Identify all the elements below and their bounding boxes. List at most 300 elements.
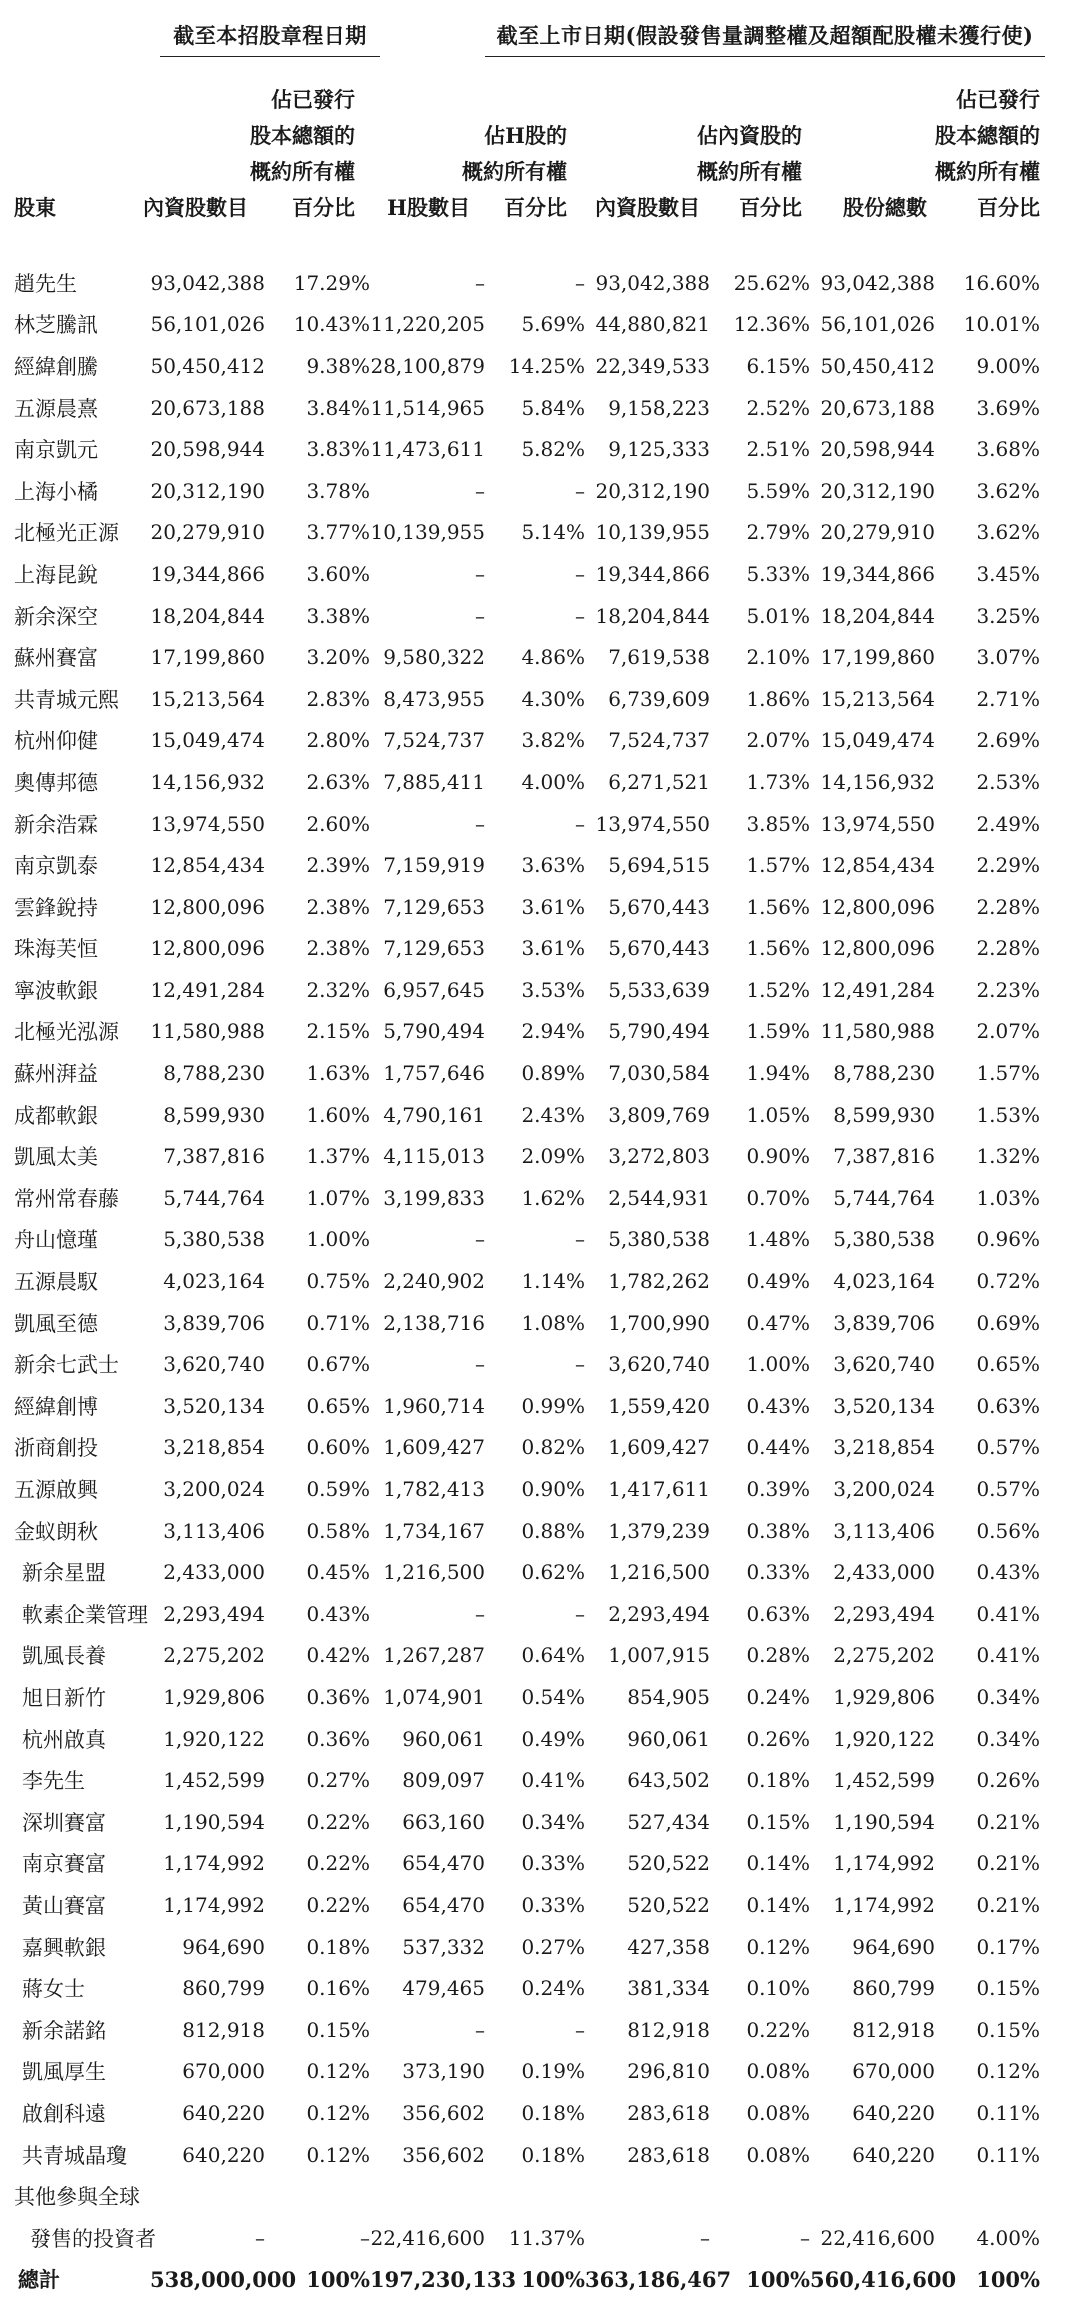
table-cell: 1.56% bbox=[746, 936, 810, 961]
table-cell: 11,220,205 bbox=[370, 312, 485, 337]
table-cell: 93,042,388 bbox=[150, 270, 265, 295]
table-row bbox=[0, 1011, 1080, 1053]
table-row bbox=[0, 1510, 1080, 1552]
table-cell: 0.99% bbox=[521, 1393, 585, 1418]
table-cell: 2.94% bbox=[521, 1019, 585, 1044]
row-padding bbox=[1040, 262, 1080, 304]
table-cell: 520,522 bbox=[627, 1851, 710, 1876]
table-cell: 18,204,844 bbox=[820, 603, 935, 628]
table-cell: 14,156,932 bbox=[150, 769, 265, 794]
table-cell: 0.24% bbox=[521, 1976, 585, 2001]
table-cell: 0.33% bbox=[746, 1560, 810, 1585]
table-cell: 3,199,833 bbox=[383, 1185, 485, 1210]
table-cell: 0.88% bbox=[521, 1518, 585, 1543]
table-cell: 5,380,538 bbox=[833, 1227, 935, 1252]
table-cell: 1.57% bbox=[746, 853, 810, 878]
shareholder-name: 趙先生 bbox=[14, 271, 77, 296]
table-cell: 1,174,992 bbox=[163, 1892, 265, 1917]
table-row bbox=[0, 2092, 1080, 2134]
shareholder-name: 北極光正源 bbox=[14, 521, 119, 546]
table-cell: 363,186,467 bbox=[585, 2266, 732, 2292]
shareholder-name: 金蚁朗秋 bbox=[14, 1519, 98, 1544]
table-cell: 1,609,427 bbox=[608, 1435, 710, 1460]
table-cell: 9.00% bbox=[976, 353, 1040, 378]
table-row bbox=[0, 304, 1080, 346]
table-cell: 0.34% bbox=[976, 1684, 1040, 1709]
table-cell: 0.70% bbox=[746, 1185, 810, 1210]
table-cell: 643,502 bbox=[627, 1768, 710, 1793]
table-cell: 0.33% bbox=[521, 1851, 585, 1876]
table-row bbox=[0, 387, 1080, 429]
row-padding bbox=[1040, 1011, 1080, 1053]
table-cell: 654,470 bbox=[402, 1851, 485, 1876]
table-cell: 640,220 bbox=[852, 2142, 935, 2167]
table-cell: 3,113,406 bbox=[833, 1518, 935, 1543]
table-cell: 5,380,538 bbox=[163, 1227, 265, 1252]
table-row bbox=[0, 720, 1080, 762]
table-cell: 7,524,737 bbox=[608, 728, 710, 753]
shareholder-name: 新余深空 bbox=[14, 604, 98, 629]
table-cell: 25.62% bbox=[733, 270, 810, 295]
shareholder-name: 蘇州賽富 bbox=[14, 646, 98, 671]
table-cell: 5.59% bbox=[746, 478, 810, 503]
table-cell: 0.39% bbox=[746, 1477, 810, 1502]
table-row bbox=[0, 2009, 1080, 2051]
table-cell: 12,800,096 bbox=[150, 936, 265, 961]
table-cell: 4,023,164 bbox=[833, 1269, 935, 1294]
table-cell: 1.14% bbox=[521, 1269, 585, 1294]
shareholder-name: 蘇州湃益 bbox=[14, 1062, 98, 1087]
column-header-line: 內資股數目 bbox=[143, 195, 248, 220]
table-cell: 0.49% bbox=[521, 1726, 585, 1751]
table-cell: 2.07% bbox=[976, 1019, 1040, 1044]
table-cell: 7,030,584 bbox=[608, 1061, 710, 1086]
table-cell: 0.43% bbox=[746, 1393, 810, 1418]
table-cell: 5,744,764 bbox=[163, 1185, 265, 1210]
row-padding bbox=[1040, 512, 1080, 554]
table-cell: – bbox=[475, 270, 485, 295]
column-header-line: 概約所有權 bbox=[462, 159, 567, 184]
table-cell: 4.86% bbox=[521, 645, 585, 670]
row-padding bbox=[1040, 844, 1080, 886]
shareholder-name: 上海昆銳 bbox=[14, 562, 98, 587]
table-cell: 7,885,411 bbox=[383, 769, 485, 794]
table-row bbox=[0, 1219, 1080, 1261]
table-cell: 2.79% bbox=[746, 520, 810, 545]
table-row bbox=[0, 1302, 1080, 1344]
table-cell: 0.08% bbox=[746, 2100, 810, 2125]
shareholder-name: 蔣女士 bbox=[22, 1977, 85, 2002]
table-cell: 0.15% bbox=[976, 1976, 1040, 2001]
table-cell: 640,220 bbox=[852, 2100, 935, 2125]
table-row bbox=[0, 1094, 1080, 1136]
table-cell: 4,790,161 bbox=[383, 1102, 485, 1127]
table-cell: 670,000 bbox=[852, 2059, 935, 2084]
table-cell: 0.11% bbox=[976, 2100, 1040, 2125]
table-cell: 2,275,202 bbox=[163, 1643, 265, 1668]
table-cell: 12.36% bbox=[733, 312, 810, 337]
table-cell: – bbox=[475, 811, 485, 836]
table-cell: 2.10% bbox=[746, 645, 810, 670]
table-cell: 19,344,866 bbox=[595, 561, 710, 586]
table-cell: 10.01% bbox=[963, 312, 1040, 337]
row-padding bbox=[1040, 2092, 1080, 2134]
table-cell: – bbox=[800, 2225, 810, 2250]
table-cell: 5,670,443 bbox=[608, 894, 710, 919]
table-cell: 1,174,992 bbox=[163, 1851, 265, 1876]
table-cell: 50,450,412 bbox=[150, 353, 265, 378]
row-padding bbox=[1040, 636, 1080, 678]
table-cell: – bbox=[575, 1352, 585, 1377]
shareholder-name: 奧傳邦德 bbox=[14, 770, 98, 795]
shareholder-name: 浙商創投 bbox=[14, 1436, 98, 1461]
row-padding bbox=[1040, 1801, 1080, 1843]
column-header-line: 百分比 bbox=[977, 195, 1040, 220]
table-row bbox=[0, 2175, 1080, 2217]
table-cell: 10.43% bbox=[293, 312, 370, 337]
column-header-line: 內資股數目 bbox=[595, 195, 700, 220]
shareholder-name: 凱風長養 bbox=[22, 1644, 106, 1669]
column-header-line: 百分比 bbox=[504, 195, 567, 220]
table-cell: 3.68% bbox=[976, 437, 1040, 462]
table-cell: 11,514,965 bbox=[370, 395, 485, 420]
shareholder-name: 南京凱泰 bbox=[14, 854, 98, 879]
group-header-underline bbox=[160, 56, 380, 57]
row-padding bbox=[1040, 428, 1080, 470]
shareholder-name: 凱風厚生 bbox=[22, 2060, 106, 2085]
table-cell: 0.21% bbox=[976, 1851, 1040, 1876]
table-cell: 19,344,866 bbox=[150, 561, 265, 586]
table-cell: – bbox=[575, 561, 585, 586]
table-cell: 373,190 bbox=[402, 2059, 485, 2084]
row-padding bbox=[1040, 1135, 1080, 1177]
table-row bbox=[0, 1926, 1080, 1968]
table-cell: 56,101,026 bbox=[820, 312, 935, 337]
table-row bbox=[0, 1468, 1080, 1510]
row-padding bbox=[1040, 2175, 1080, 2217]
table-cell: 964,690 bbox=[852, 1934, 935, 1959]
table-cell: 28,100,879 bbox=[370, 353, 485, 378]
table-cell: 22,416,600 bbox=[370, 2225, 485, 2250]
table-cell: 3.53% bbox=[521, 977, 585, 1002]
table-cell: 0.22% bbox=[746, 2017, 810, 2042]
table-cell: 3.84% bbox=[306, 395, 370, 420]
table-row bbox=[0, 969, 1080, 1011]
table-cell: 0.71% bbox=[306, 1310, 370, 1335]
table-cell: 520,522 bbox=[627, 1892, 710, 1917]
table-row bbox=[0, 678, 1080, 720]
shareholder-name: 共青城晶瓊 bbox=[22, 2143, 127, 2168]
table-cell: 0.27% bbox=[521, 1934, 585, 1959]
table-cell: 854,905 bbox=[627, 1684, 710, 1709]
table-cell: 3,620,740 bbox=[608, 1352, 710, 1377]
table-cell: 12,800,096 bbox=[820, 894, 935, 919]
table-cell: 0.21% bbox=[976, 1892, 1040, 1917]
table-cell: 356,602 bbox=[402, 2142, 485, 2167]
table-cell: – bbox=[475, 561, 485, 586]
table-cell: 2.38% bbox=[306, 936, 370, 961]
shareholder-name: 發售的投資者 bbox=[30, 2226, 156, 2251]
table-cell: 0.67% bbox=[306, 1352, 370, 1377]
table-cell: 0.69% bbox=[976, 1310, 1040, 1335]
table-cell: 0.36% bbox=[306, 1684, 370, 1709]
table-cell: 2.60% bbox=[306, 811, 370, 836]
table-cell: 1.00% bbox=[306, 1227, 370, 1252]
table-cell: 20,673,188 bbox=[150, 395, 265, 420]
table-cell: 1,216,500 bbox=[383, 1560, 485, 1585]
column-header-line: 百分比 bbox=[292, 195, 355, 220]
table-cell: 812,918 bbox=[182, 2017, 265, 2042]
table-row bbox=[0, 428, 1080, 470]
table-row bbox=[0, 1551, 1080, 1593]
table-cell: 2.39% bbox=[306, 853, 370, 878]
table-cell: – bbox=[575, 1601, 585, 1626]
table-row bbox=[0, 1427, 1080, 1469]
shareholder-name: 嘉興軟銀 bbox=[22, 1935, 106, 1960]
table-cell: 0.15% bbox=[306, 2017, 370, 2042]
table-row bbox=[0, 1135, 1080, 1177]
table-cell: 3.61% bbox=[521, 936, 585, 961]
table-cell: 0.58% bbox=[306, 1518, 370, 1543]
table-cell: 3.83% bbox=[306, 437, 370, 462]
table-cell: 0.62% bbox=[521, 1560, 585, 1585]
table-cell: 2,293,494 bbox=[163, 1601, 265, 1626]
row-padding bbox=[1040, 470, 1080, 512]
table-cell: 0.08% bbox=[746, 2142, 810, 2167]
table-cell: 538,000,000 bbox=[150, 2266, 297, 2292]
shareholder-name: 深圳賽富 bbox=[22, 1810, 106, 1835]
shareholder-name: 南京凱元 bbox=[14, 438, 98, 463]
table-cell: 1.94% bbox=[746, 1061, 810, 1086]
shareholder-name: 北極光泓源 bbox=[14, 1020, 119, 1045]
shareholder-name: 成都軟銀 bbox=[14, 1103, 98, 1128]
table-cell: 3.78% bbox=[306, 478, 370, 503]
table-cell: 356,602 bbox=[402, 2100, 485, 2125]
table-cell: 4,115,013 bbox=[383, 1144, 485, 1169]
table-cell: 6,271,521 bbox=[608, 769, 710, 794]
table-cell: 1.62% bbox=[521, 1185, 585, 1210]
group-header-underline bbox=[485, 56, 1045, 57]
table-cell: 9,125,333 bbox=[608, 437, 710, 462]
table-cell: 2.43% bbox=[521, 1102, 585, 1127]
table-cell: 0.38% bbox=[746, 1518, 810, 1543]
table-cell: 5,380,538 bbox=[608, 1227, 710, 1252]
table-cell bbox=[935, 2175, 1040, 2217]
row-padding bbox=[1040, 886, 1080, 928]
group-header-label: 截至上市日期(假設發售量調整權及超額配股權未獲行使) bbox=[496, 23, 1034, 48]
table-cell: 2,433,000 bbox=[833, 1560, 935, 1585]
row-padding bbox=[1040, 1468, 1080, 1510]
table-cell: 0.57% bbox=[976, 1435, 1040, 1460]
table-cell: 2,138,716 bbox=[383, 1310, 485, 1335]
table-cell: 0.15% bbox=[746, 1809, 810, 1834]
table-cell: 2.63% bbox=[306, 769, 370, 794]
table-cell: 0.14% bbox=[746, 1892, 810, 1917]
table-cell: 2.52% bbox=[746, 395, 810, 420]
table-cell: 1,417,611 bbox=[608, 1477, 710, 1502]
table-row bbox=[0, 1718, 1080, 1760]
shareholder-name: 雲鋒銳持 bbox=[14, 895, 98, 920]
table-cell: 0.90% bbox=[746, 1144, 810, 1169]
row-padding bbox=[1040, 1926, 1080, 1968]
row-padding bbox=[1040, 595, 1080, 637]
table-cell: 2,240,902 bbox=[383, 1269, 485, 1294]
table-cell: 2.15% bbox=[306, 1019, 370, 1044]
table-cell: 0.65% bbox=[976, 1352, 1040, 1377]
table-cell: 0.12% bbox=[746, 1934, 810, 1959]
table-cell: 1.48% bbox=[746, 1227, 810, 1252]
table-cell: 0.65% bbox=[306, 1393, 370, 1418]
table-cell: 22,349,533 bbox=[595, 353, 710, 378]
table-cell: 1,452,599 bbox=[833, 1768, 935, 1793]
table-cell: 1,734,167 bbox=[383, 1518, 485, 1543]
table-cell: 1.52% bbox=[746, 977, 810, 1002]
table-cell: 3,200,024 bbox=[833, 1477, 935, 1502]
table-cell: 93,042,388 bbox=[820, 270, 935, 295]
table-cell: 2,544,931 bbox=[608, 1185, 710, 1210]
shareholder-name: 上海小橘 bbox=[14, 479, 98, 504]
table-cell: 0.43% bbox=[976, 1560, 1040, 1585]
table-cell: 1,379,239 bbox=[608, 1518, 710, 1543]
table-cell: 1,929,806 bbox=[833, 1684, 935, 1709]
table-cell: – bbox=[475, 1352, 485, 1377]
table-cell: 197,230,133 bbox=[370, 2266, 517, 2292]
table-cell: 0.82% bbox=[521, 1435, 585, 1460]
table-cell: 640,220 bbox=[182, 2142, 265, 2167]
table-cell: 3.62% bbox=[976, 520, 1040, 545]
row-padding bbox=[1040, 1343, 1080, 1385]
table-cell: 3,200,024 bbox=[163, 1477, 265, 1502]
row-padding bbox=[1040, 1967, 1080, 2009]
row-padding bbox=[1040, 1510, 1080, 1552]
table-cell: 3.77% bbox=[306, 520, 370, 545]
row-padding bbox=[1040, 1219, 1080, 1261]
table-cell: 1,452,599 bbox=[163, 1768, 265, 1793]
row-padding bbox=[1040, 1052, 1080, 1094]
shareholder-name: 總計 bbox=[18, 2267, 60, 2293]
row-padding bbox=[1040, 761, 1080, 803]
table-cell: 1,174,992 bbox=[833, 1851, 935, 1876]
row-padding bbox=[1040, 2051, 1080, 2093]
table-cell: 1.63% bbox=[306, 1061, 370, 1086]
table-cell: 20,312,190 bbox=[150, 478, 265, 503]
table-row bbox=[0, 1177, 1080, 1219]
table-cell: 3,520,134 bbox=[833, 1393, 935, 1418]
table-cell bbox=[150, 2175, 265, 2217]
row-padding bbox=[1040, 2217, 1080, 2259]
table-cell: 0.54% bbox=[521, 1684, 585, 1709]
table-cell: 18,204,844 bbox=[150, 603, 265, 628]
table-cell: 0.96% bbox=[976, 1227, 1040, 1252]
table-cell: 2.23% bbox=[976, 977, 1040, 1002]
table-row bbox=[0, 1635, 1080, 1677]
table-row bbox=[0, 1052, 1080, 1094]
table-cell: 0.44% bbox=[746, 1435, 810, 1460]
table-row bbox=[0, 844, 1080, 886]
table-cell: 1.03% bbox=[976, 1185, 1040, 1210]
column-header-line: 百分比 bbox=[739, 195, 802, 220]
row-padding bbox=[1040, 1759, 1080, 1801]
table-row bbox=[0, 1385, 1080, 1427]
table-cell: 812,918 bbox=[627, 2017, 710, 2042]
table-cell: 1.53% bbox=[976, 1102, 1040, 1127]
table-cell: 663,160 bbox=[402, 1809, 485, 1834]
shareholder-name: 舟山憶瑾 bbox=[14, 1228, 98, 1253]
table-cell: 3.85% bbox=[746, 811, 810, 836]
table-cell: 283,618 bbox=[627, 2142, 710, 2167]
table-cell: 1,920,122 bbox=[163, 1726, 265, 1751]
table-cell: 0.12% bbox=[306, 2100, 370, 2125]
table-cell: 0.36% bbox=[306, 1726, 370, 1751]
table-cell: 1.32% bbox=[976, 1144, 1040, 1169]
table-cell: 964,690 bbox=[182, 1934, 265, 1959]
table-row bbox=[0, 1843, 1080, 1885]
table-cell: 3.61% bbox=[521, 894, 585, 919]
table-cell: 44,880,821 bbox=[595, 312, 710, 337]
table-cell: 1.37% bbox=[306, 1144, 370, 1169]
table-cell: 1,216,500 bbox=[608, 1560, 710, 1585]
table-cell: 2.51% bbox=[746, 437, 810, 462]
table-row bbox=[0, 761, 1080, 803]
table-cell: 1,929,806 bbox=[163, 1684, 265, 1709]
table-cell: 5,670,443 bbox=[608, 936, 710, 961]
table-cell: 20,279,910 bbox=[820, 520, 935, 545]
table-row bbox=[0, 553, 1080, 595]
table-cell: 1.08% bbox=[521, 1310, 585, 1335]
row-padding bbox=[1040, 1260, 1080, 1302]
table-cell: 3.25% bbox=[976, 603, 1040, 628]
table-cell: 0.18% bbox=[306, 1934, 370, 1959]
shareholder-name: 新余諾銘 bbox=[22, 2018, 106, 2043]
row-padding bbox=[1040, 678, 1080, 720]
column-header-line: 佔已發行 bbox=[271, 87, 355, 112]
table-cell: 20,312,190 bbox=[820, 478, 935, 503]
table-row bbox=[0, 803, 1080, 845]
table-cell: 5.33% bbox=[746, 561, 810, 586]
row-padding bbox=[1040, 1718, 1080, 1760]
table-cell: 56,101,026 bbox=[150, 312, 265, 337]
row-padding bbox=[1040, 1177, 1080, 1219]
table-cell: 16.60% bbox=[963, 270, 1040, 295]
table-cell: 100% bbox=[746, 2266, 810, 2292]
table-cell: 7,619,538 bbox=[608, 645, 710, 670]
table-cell: 1,757,646 bbox=[383, 1061, 485, 1086]
table-cell: 11.37% bbox=[508, 2225, 585, 2250]
table-row bbox=[0, 512, 1080, 554]
table-cell: 640,220 bbox=[182, 2100, 265, 2125]
table-cell: 2.07% bbox=[746, 728, 810, 753]
row-padding bbox=[1040, 2009, 1080, 2051]
table-cell: 2.80% bbox=[306, 728, 370, 753]
total-row bbox=[0, 2259, 1080, 2301]
table-cell: 0.22% bbox=[306, 1851, 370, 1876]
table-cell: 11,580,988 bbox=[150, 1019, 265, 1044]
table-cell: 15,049,474 bbox=[150, 728, 265, 753]
column-header-line: 股本總額的 bbox=[250, 123, 355, 148]
table-cell: 8,599,930 bbox=[833, 1102, 935, 1127]
shareholder-name: 新余浩霖 bbox=[14, 812, 98, 837]
table-cell: 0.18% bbox=[521, 2142, 585, 2167]
table-cell: 0.22% bbox=[306, 1809, 370, 1834]
column-header-line: 概約所有權 bbox=[250, 159, 355, 184]
row-padding bbox=[1040, 1427, 1080, 1469]
row-padding bbox=[1040, 1593, 1080, 1635]
row-padding bbox=[1040, 803, 1080, 845]
table-cell: 960,061 bbox=[627, 1726, 710, 1751]
table-cell: 2.83% bbox=[306, 686, 370, 711]
table-cell: 0.27% bbox=[306, 1768, 370, 1793]
row-padding bbox=[1040, 1094, 1080, 1136]
